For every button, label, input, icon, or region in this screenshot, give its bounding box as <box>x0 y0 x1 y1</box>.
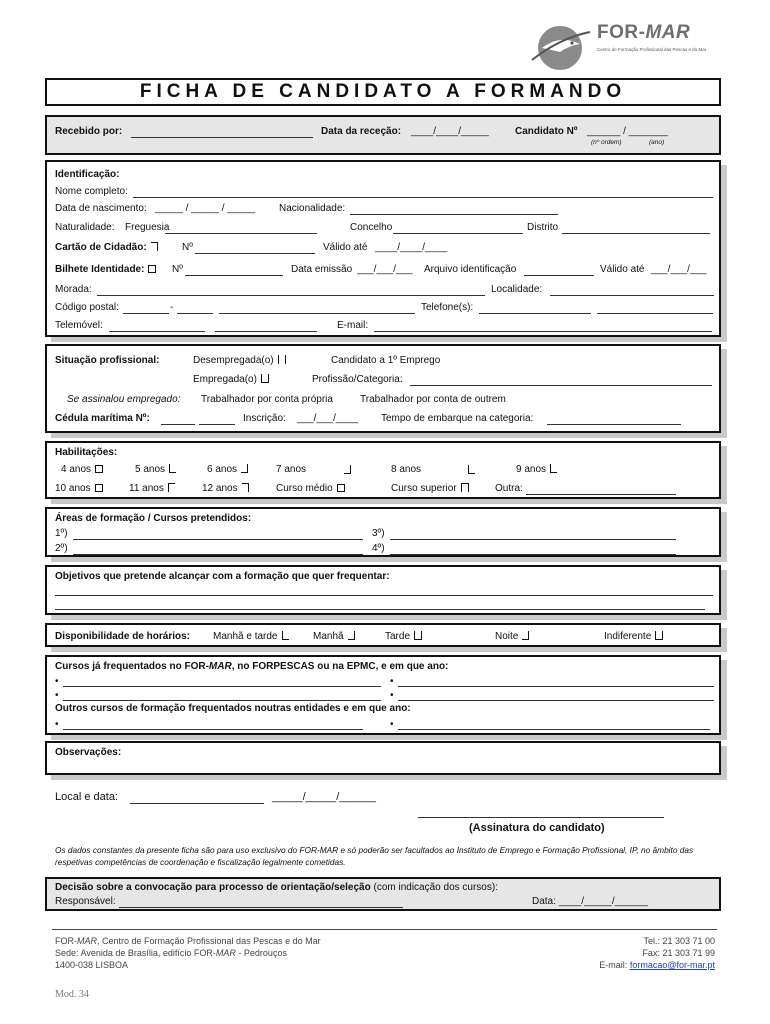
identification-section <box>45 160 721 337</box>
qual-other-label: Outra: <box>495 483 523 494</box>
registration-label: Inscrição: <box>243 413 286 424</box>
qual-10-years[interactable]: 10 anos <box>55 483 103 494</box>
signature-label: (Assinatura do candidato) <box>469 822 605 834</box>
year-hint: (ano) <box>649 139 665 146</box>
responsible-field[interactable] <box>119 907 403 908</box>
maritime-card-label: Cédula marítima Nº: <box>55 413 150 424</box>
citizen-card-checkbox[interactable] <box>151 242 158 251</box>
training-option-4-field[interactable] <box>390 554 676 555</box>
citizen-card-valid-label: Válido até <box>323 242 368 253</box>
birth-date-label: Data de nascimento: <box>55 203 147 214</box>
identification-heading: Identificação: <box>55 169 120 180</box>
decision-date-label: Data: <box>532 896 556 907</box>
other-courses-bullet-1: • <box>55 719 59 730</box>
address-label: Morada: <box>55 284 92 295</box>
qual-11-years-checkbox[interactable] <box>168 483 175 492</box>
order-hint: (nº ordem) <box>591 139 622 146</box>
citizen-card-label: Cartão de Cidadão: <box>55 242 158 253</box>
courses-bullet-3: • <box>55 690 59 701</box>
qualifications-heading: Habilitações: <box>55 447 118 458</box>
professional-section <box>45 344 721 433</box>
courses-field-4[interactable] <box>398 700 714 701</box>
availability-morning-checkbox[interactable] <box>348 631 355 640</box>
postal-locality-field[interactable] <box>219 313 415 314</box>
qual-mid-course[interactable]: Curso médio <box>276 483 345 494</box>
qual-6-years[interactable]: 6 anos <box>207 464 248 475</box>
footer-line-1: FOR-MAR, Centro de Formação Profissional das Pescas e do Mar <box>55 936 321 946</box>
unemployed-checkbox[interactable] <box>278 355 286 364</box>
place-date-label: Local e data: <box>55 791 118 803</box>
availability-morning-afternoon[interactable]: Manhã e tarde <box>213 631 289 642</box>
qualifications-section <box>45 441 721 499</box>
postal-code-field-a[interactable] <box>123 313 169 314</box>
training-option-2-field[interactable] <box>73 554 363 555</box>
footer-address <box>55 935 321 971</box>
training-section <box>45 507 721 557</box>
postal-code-separator: - <box>170 302 174 313</box>
if-employed-label: Se assinalou empregado: <box>67 394 181 405</box>
qual-8-years-checkbox[interactable] <box>468 465 475 474</box>
footer-email-link[interactable]: formacao@for-mar.pt <box>629 960 715 970</box>
training-option-3-field[interactable] <box>390 539 676 540</box>
training-option-2-label: 2º) <box>55 543 68 554</box>
reception-section <box>45 115 721 155</box>
courses-heading: Cursos já frequentados no FOR-MAR, no FORPESCAS ou na EPMC, e em que ano: <box>55 661 449 672</box>
maritime-card-field-b[interactable] <box>199 424 235 425</box>
identity-card-number-label: Nº <box>172 264 183 275</box>
logo-name: FOR-MAR <box>597 22 691 43</box>
qual-higher-course[interactable]: Curso superior <box>391 483 469 494</box>
municipality-field[interactable] <box>393 233 523 234</box>
other-courses-bullet-2: • <box>390 719 394 730</box>
availability-afternoon[interactable]: Tarde <box>385 631 422 642</box>
citizen-card-number-field[interactable] <box>195 253 315 254</box>
address-field[interactable] <box>97 295 485 296</box>
identity-card-number-field[interactable] <box>185 275 283 276</box>
district-label: Distrito <box>527 222 559 233</box>
postal-code-label: Código postal: <box>55 302 119 313</box>
model-number: Mod. 34 <box>55 989 89 1000</box>
other-courses-field-2[interactable] <box>398 729 710 730</box>
qual-4-years[interactable]: 4 anos <box>61 464 103 475</box>
identity-valid-label: Válido até <box>600 264 645 275</box>
signature-line[interactable] <box>418 817 664 818</box>
qual-12-years[interactable]: 12 anos <box>202 483 249 494</box>
qual-7-years-checkbox[interactable] <box>344 465 351 474</box>
reception-date-label: Data da receção: <box>321 126 402 137</box>
footer-contacts <box>599 935 715 971</box>
courses-field-2[interactable] <box>398 686 714 687</box>
unemployed-option[interactable]: Desempregada(o) <box>193 355 286 366</box>
availability-heading: Disponibilidade de horários: <box>55 631 191 642</box>
date-field[interactable]: _____/_____/______ <box>272 791 376 803</box>
received-by-field[interactable] <box>131 137 313 138</box>
mobile-label: Telemóvel: <box>55 320 103 331</box>
email-label: E-mail: <box>337 320 369 331</box>
availability-afternoon-checkbox[interactable] <box>414 631 422 640</box>
observations-section[interactable] <box>45 741 721 775</box>
id-archive-label: Arquivo identificação <box>424 264 517 275</box>
municipality-label: Concelho <box>350 222 393 233</box>
logo-subtitle: Centro de Formação Profissional das Pescas e do Mar <box>597 47 707 52</box>
identity-card-label: Bilhete Identidade: <box>55 264 156 275</box>
qual-6-years-checkbox[interactable] <box>241 464 248 473</box>
qual-4-years-checkbox[interactable] <box>95 465 103 473</box>
nationality-label: Nacionalidade: <box>279 203 346 214</box>
for-mar-logo <box>530 20 730 72</box>
qual-mid-course-checkbox[interactable] <box>337 484 345 492</box>
objectives-field-1[interactable] <box>55 595 713 596</box>
availability-night[interactable]: Noite <box>495 631 529 642</box>
qual-7-years[interactable]: 7 anos <box>276 464 307 475</box>
maritime-card-field-a[interactable] <box>161 424 195 425</box>
citizen-card-valid-field[interactable]: ____/____/____ <box>375 242 448 253</box>
footer-divider <box>52 929 717 930</box>
other-courses-field-1[interactable] <box>63 729 363 730</box>
availability-indifferent-checkbox[interactable] <box>655 631 663 640</box>
boarding-time-label: Tempo de embarque na categoria: <box>381 413 534 424</box>
courses-field-1[interactable] <box>63 686 381 687</box>
page-title: FICHA DE CANDIDATO A FORMANDO <box>45 78 721 106</box>
qual-5-years-checkbox[interactable] <box>169 464 176 473</box>
employee-option[interactable]: Trabalhador por conta de outrem <box>360 394 506 405</box>
district-field[interactable] <box>562 233 710 234</box>
objectives-heading: Objetivos que pretende alcançar com a formação que quer frequentar: <box>55 571 390 582</box>
full-name-label: Nome completo: <box>55 186 128 197</box>
privacy-disclaimer: Os dados constantes da presente ficha são para uso exclusivo do FOR-MAR e só poderão ser facultados ao Instituto de Emprego e Formação Profissional, IP, no âmbito das respetivas competências de coordenação e fiscalização legalmente cometidas. <box>55 845 694 867</box>
id-archive-field[interactable] <box>524 275 594 276</box>
birthplace-label: Naturalidade: <box>55 222 115 233</box>
employed-option[interactable]: Empregada(o) <box>193 374 269 385</box>
phone-label: Telefone(s): <box>421 302 474 313</box>
courses-section <box>45 655 721 735</box>
qual-12-years-checkbox[interactable] <box>242 483 249 492</box>
footer-fax: Fax: 21 303 71 99 <box>642 948 715 958</box>
qual-10-years-checkbox[interactable] <box>95 484 103 492</box>
locality-field[interactable] <box>550 295 714 296</box>
qual-9-years-checkbox[interactable] <box>550 464 557 473</box>
candidate-number-label: Candidato Nº <box>515 126 578 137</box>
courses-bullet-1: • <box>55 676 59 687</box>
qual-8-years[interactable]: 8 anos <box>391 464 422 475</box>
candidate-number-field[interactable]: ______ / _______ <box>587 126 668 137</box>
received-by-label: Recebido por: <box>55 126 123 137</box>
courses-bullet-2: • <box>390 676 394 687</box>
mobile-field-2[interactable] <box>215 331 317 332</box>
training-option-3-label: 3º) <box>372 528 385 539</box>
availability-morning-afternoon-checkbox[interactable] <box>282 631 289 640</box>
phone-field-2[interactable] <box>597 313 713 314</box>
parish-field[interactable] <box>165 233 317 234</box>
registration-field[interactable]: ___/___/____ <box>297 413 359 424</box>
place-field[interactable] <box>130 803 264 804</box>
availability-indifferent[interactable]: Indiferente <box>604 631 663 642</box>
issue-date-label: Data emissão <box>291 264 353 275</box>
profession-label: Profissão/Categoria: <box>312 374 403 385</box>
identity-card-checkbox[interactable] <box>148 265 156 273</box>
courses-field-3[interactable] <box>63 700 381 701</box>
issue-date-field[interactable]: ___/___/___ <box>357 264 413 275</box>
qual-higher-course-checkbox[interactable] <box>461 483 469 492</box>
qual-11-years[interactable]: 11 anos <box>129 483 175 494</box>
footer-email: E-mail: formacao@for-mar.pt <box>599 960 715 970</box>
fish-emblem-icon <box>530 20 592 72</box>
responsible-label: Responsável: <box>55 896 116 907</box>
parish-label: Freguesia <box>125 222 170 233</box>
training-option-1-field[interactable] <box>73 539 363 540</box>
qual-5-years[interactable]: 5 anos <box>135 464 176 475</box>
profession-field[interactable] <box>410 385 712 386</box>
first-job-option[interactable]: Candidato a 1º Emprego <box>331 355 441 366</box>
availability-section <box>45 623 721 647</box>
decision-date-field[interactable]: ____/_____/______ <box>559 896 648 907</box>
other-courses-heading: Outros cursos de formação frequentados noutras entidades e em que ano: <box>55 703 411 714</box>
courses-bullet-4: • <box>390 690 394 701</box>
self-employed-option[interactable]: Trabalhador por conta própria <box>201 394 333 405</box>
phone-field-1[interactable] <box>479 313 591 314</box>
qual-9-years[interactable]: 9 anos <box>516 464 557 475</box>
decision-section <box>45 877 721 911</box>
email-field[interactable] <box>374 331 712 332</box>
availability-morning[interactable]: Manhã <box>313 631 355 642</box>
identity-valid-field[interactable]: ___/___/___ <box>651 264 707 275</box>
footer-tel: Tel.: 21 303 71 00 <box>643 936 715 946</box>
nationality-field[interactable] <box>350 214 558 215</box>
objectives-section <box>45 565 721 615</box>
boarding-time-field[interactable] <box>547 424 681 425</box>
postal-code-field-b[interactable] <box>177 313 213 314</box>
objectives-field-2[interactable] <box>55 609 705 610</box>
birth-date-field[interactable]: _____ / _____ / _____ <box>155 203 256 214</box>
qual-other-field[interactable] <box>526 494 676 495</box>
reception-date-field[interactable]: ____/____/_____ <box>411 126 489 137</box>
footer-line-3: 1400-038 LISBOA <box>55 960 129 970</box>
professional-heading: Situação profissional: <box>55 355 160 366</box>
locality-label: Localidade: <box>491 284 543 295</box>
employed-checkbox[interactable] <box>261 374 269 383</box>
training-option-1-label: 1º) <box>55 528 68 539</box>
decision-heading: Decisão sobre a convocação para processo de orientação/seleção (com indicação dos cursos): <box>55 882 498 893</box>
availability-night-checkbox[interactable] <box>522 631 529 640</box>
mobile-field-1[interactable] <box>109 331 205 332</box>
footer-line-2: Sede: Avenida de Brasília, edifício FOR-MAR - Pedrouços <box>55 948 287 958</box>
training-heading: Áreas de formação / Cursos pretendidos: <box>55 513 252 524</box>
observations-heading: Observações: <box>55 747 122 758</box>
full-name-field[interactable] <box>133 197 713 198</box>
citizen-card-number-label: Nº <box>182 242 193 253</box>
training-option-4-label: 4º) <box>372 543 385 554</box>
